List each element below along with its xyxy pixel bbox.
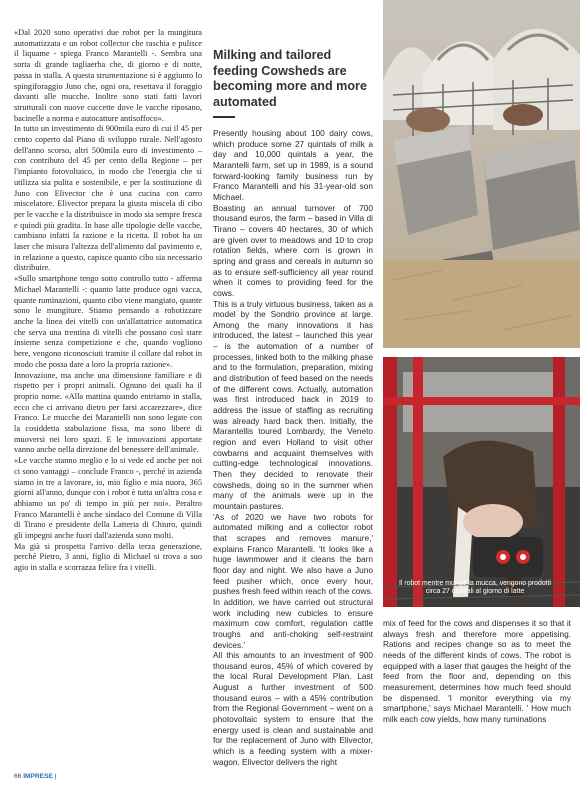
english-article-column <box>213 128 373 767</box>
footer-separator: | <box>54 773 57 780</box>
english-headline-block <box>213 48 373 118</box>
milking-robot-photo <box>383 357 580 607</box>
english-article-continuation: mix of feed for the cows and dispenses it so that it always fresh and therefore more appetising. Rations and recipes change so as to meet the needs of the different kinds of cows. The robot is equipped with a laser that gauges the height of the feed from the floor and, depending on this measurement, determines how much feed should be dispensed. 'I monitor everything via my smartphone,' says Michael Marantelli. ' How much milk each cow yields, how many ruminations <box>383 618 571 724</box>
italian-article-column <box>14 28 202 574</box>
italian-paragraph: «Dal 2020 sono operativi due robot per la mungitura automatizzata e un robot collector che raschia e pulisce il liquame - spiega Franco Marantelli -. Sembra una sorta di grande tagliaerba che, di giorno e di notte, passa in stalla. A questa strumentazione si è aggiunto lo spingiforaggio Juno che, ogni ora, resettava il foraggio davanti alle mucche. Inoltre sono stati fatti lavori strutturali con nuove cuccette dove le vacche riposano, bacinelle a norma e autocatture antisoffoco». <box>14 28 202 123</box>
calf-hutches-photo <box>383 0 580 348</box>
italian-paragraph: «Le vacche stanno meglio e lo si vede ed anche per noi ci sono vantaggi – conclude Franco -, perché in azienda siamo in tre a lavorare, io, mio figlio e mia nuora, 365 giorni all'anno, dunque con i robot è tutta un'altra cosa e abbiamo un po' di tempo in più per noi». Peraltro Franco Marantelli è anche sindaco del Comune di Villa di Tirano e presidente della Latteria di Chiuro, quindi gli impegni anche fuori dall'azienda sono molti. <box>14 456 202 541</box>
page-footer <box>14 773 56 780</box>
headline-rule <box>213 116 235 118</box>
italian-paragraph: Ma già si prospetta l'arrivo della terza generazione, perché Pietro, 3 anni, figlio di Michael si trova a suo agio in stalla e scorrazza felice fra i vitelli. <box>14 541 202 573</box>
page-number: 66 <box>14 773 22 780</box>
photo-caption: Il robot mentre munge la mucca, vengono prodotti circa 27 quintali al giorno di latte <box>398 579 552 596</box>
magazine-brand: IMPRESE <box>23 773 53 780</box>
english-paragraph: 'As of 2020 we have two robots for automated milking and a collector robot that scrapes and removes manure,' explains Franco Marantelli. 'It looks like a huge lawnmower and it cleans the barn floor day and night. We also have a Juno feed pusher which, once every hour, pushes fresh feed within reach of the cows. In addition, we have carried out structural work including new cubicles to ensure maximum cow comfort, regulation cattle troughs and anti-choking self-restraint devices.' <box>213 511 373 650</box>
english-paragraph: Boasting an annual turnover of 700 thousand euros, the farm – based in Villa di Tirano – covers 40 hectares, 30 of which are given over to meadows and 10 to crop rotation fields, where corn is grown in spring and grass and cereals in autumn so as to ensure self-sufficiency all year round when it comes to providing feed for the cows. <box>213 202 373 298</box>
italian-paragraph: «Sullo smartphone tengo sotto controllo tutto - afferma Michael Marantelli -: quanto latte produce ogni vacca, quante ruminazioni, quanto cibo viene mangiato, quante sono le mungiture. Stiamo pensando a robotizzare anche la linea dei vitelli con un'allattatrice automatica che serva una trentina di vitelli che possano così stare insieme senza competizione e che, quando vogliono bere, vengono riconosciuti tramite il collare dal robot in modo che possa dare a loro la propria razione». <box>14 274 202 369</box>
article-headline: Milking and tailored feeding Cowsheds are becoming more and more automated <box>213 48 367 109</box>
italian-paragraph: Innovazione, ma anche una dimensione familiare e di rispetto per i propri animali. Ognuno dei quali ha il proprio nome. «Alla mattina quando entriamo in stalla, ecco che ci arrivano dietro per farsi accarezzare», dice Franco. Le mucche dei Marantelli non sono legate con la cosiddetta stabulazione fissa, ma sono libere di muoversi nei loro spazi. E le innovazioni apportate vanno anche nella direzione del benessere dell'animale. <box>14 370 202 455</box>
italian-paragraph: In tutto un investimento di 900mila euro di cui il 45 per cento coperto dal Piano di sviluppo rurale. Nell'agosto dell'anno scorso, altri 500mila euro di investimento – con contributo del 45 per cento della Regione – per l'impianto fotovoltaico, in modo che l'energia che si utilizza sia pulita e sostenibile, e per la sostituzione di Juno con Elivector che è una cucina con carro miscelatore. Elivector prepara la giusta miscela di cibo per le vacche e la distribuisce in modo sia sempre fresca e quindi più gradita. In base alle tipologie delle vacche, cambiano infatti la razione e la ricetta. Il robot ha un laser che misura l'altezza dell'alimento dal pavimento e, in relazione a questo, capisce quanto cibo sia necessario distribuire. <box>14 124 202 273</box>
english-paragraph: All this amounts to an investment of 900 thousand euros, 45% of which covered by the local Rural Development Plan. Last August a further investment of 500 thousand euros – with a 45% contribution from the Regional Government – went on a photovoltaic system to ensure that the energy used is clean and sustainable and for the replacement of Juno with Elivector, which is a feeding system with a mixer-wagon. Elivector delivers the right <box>213 650 373 767</box>
english-paragraph: This is a truly virtuous business, taken as a model by the Sondrio province at large. Among the many innovations it has introduced, the latest – launched this year – is the automation of a number of processes, linked both to the milking phase and to the formulation, preparation, mixing and distribution of feed based on the needs of the different cows. Actually, automation was first introduced back in 2019 to address the issue of staffing as recruiting was already hard back then. Initially, the Marantellis toured Lombardy, the Veneto region and even Holland to visit other cowbarns and acquaint themselves with cutting-edge technological innovations. Then they decided to renovate their cowsheds, doing so in the summer when many of the animals were up in the mountain pastures. <box>213 298 373 511</box>
english-paragraph: Presently housing about 100 dairy cows, which produce some 27 quintals of milk a day and 10,000 quintals a year, the Marantelli farm, set up in 1989, is a sound forward-looking family business run by Franco Marantelli and his 31-year-old son Michael. <box>213 128 373 202</box>
